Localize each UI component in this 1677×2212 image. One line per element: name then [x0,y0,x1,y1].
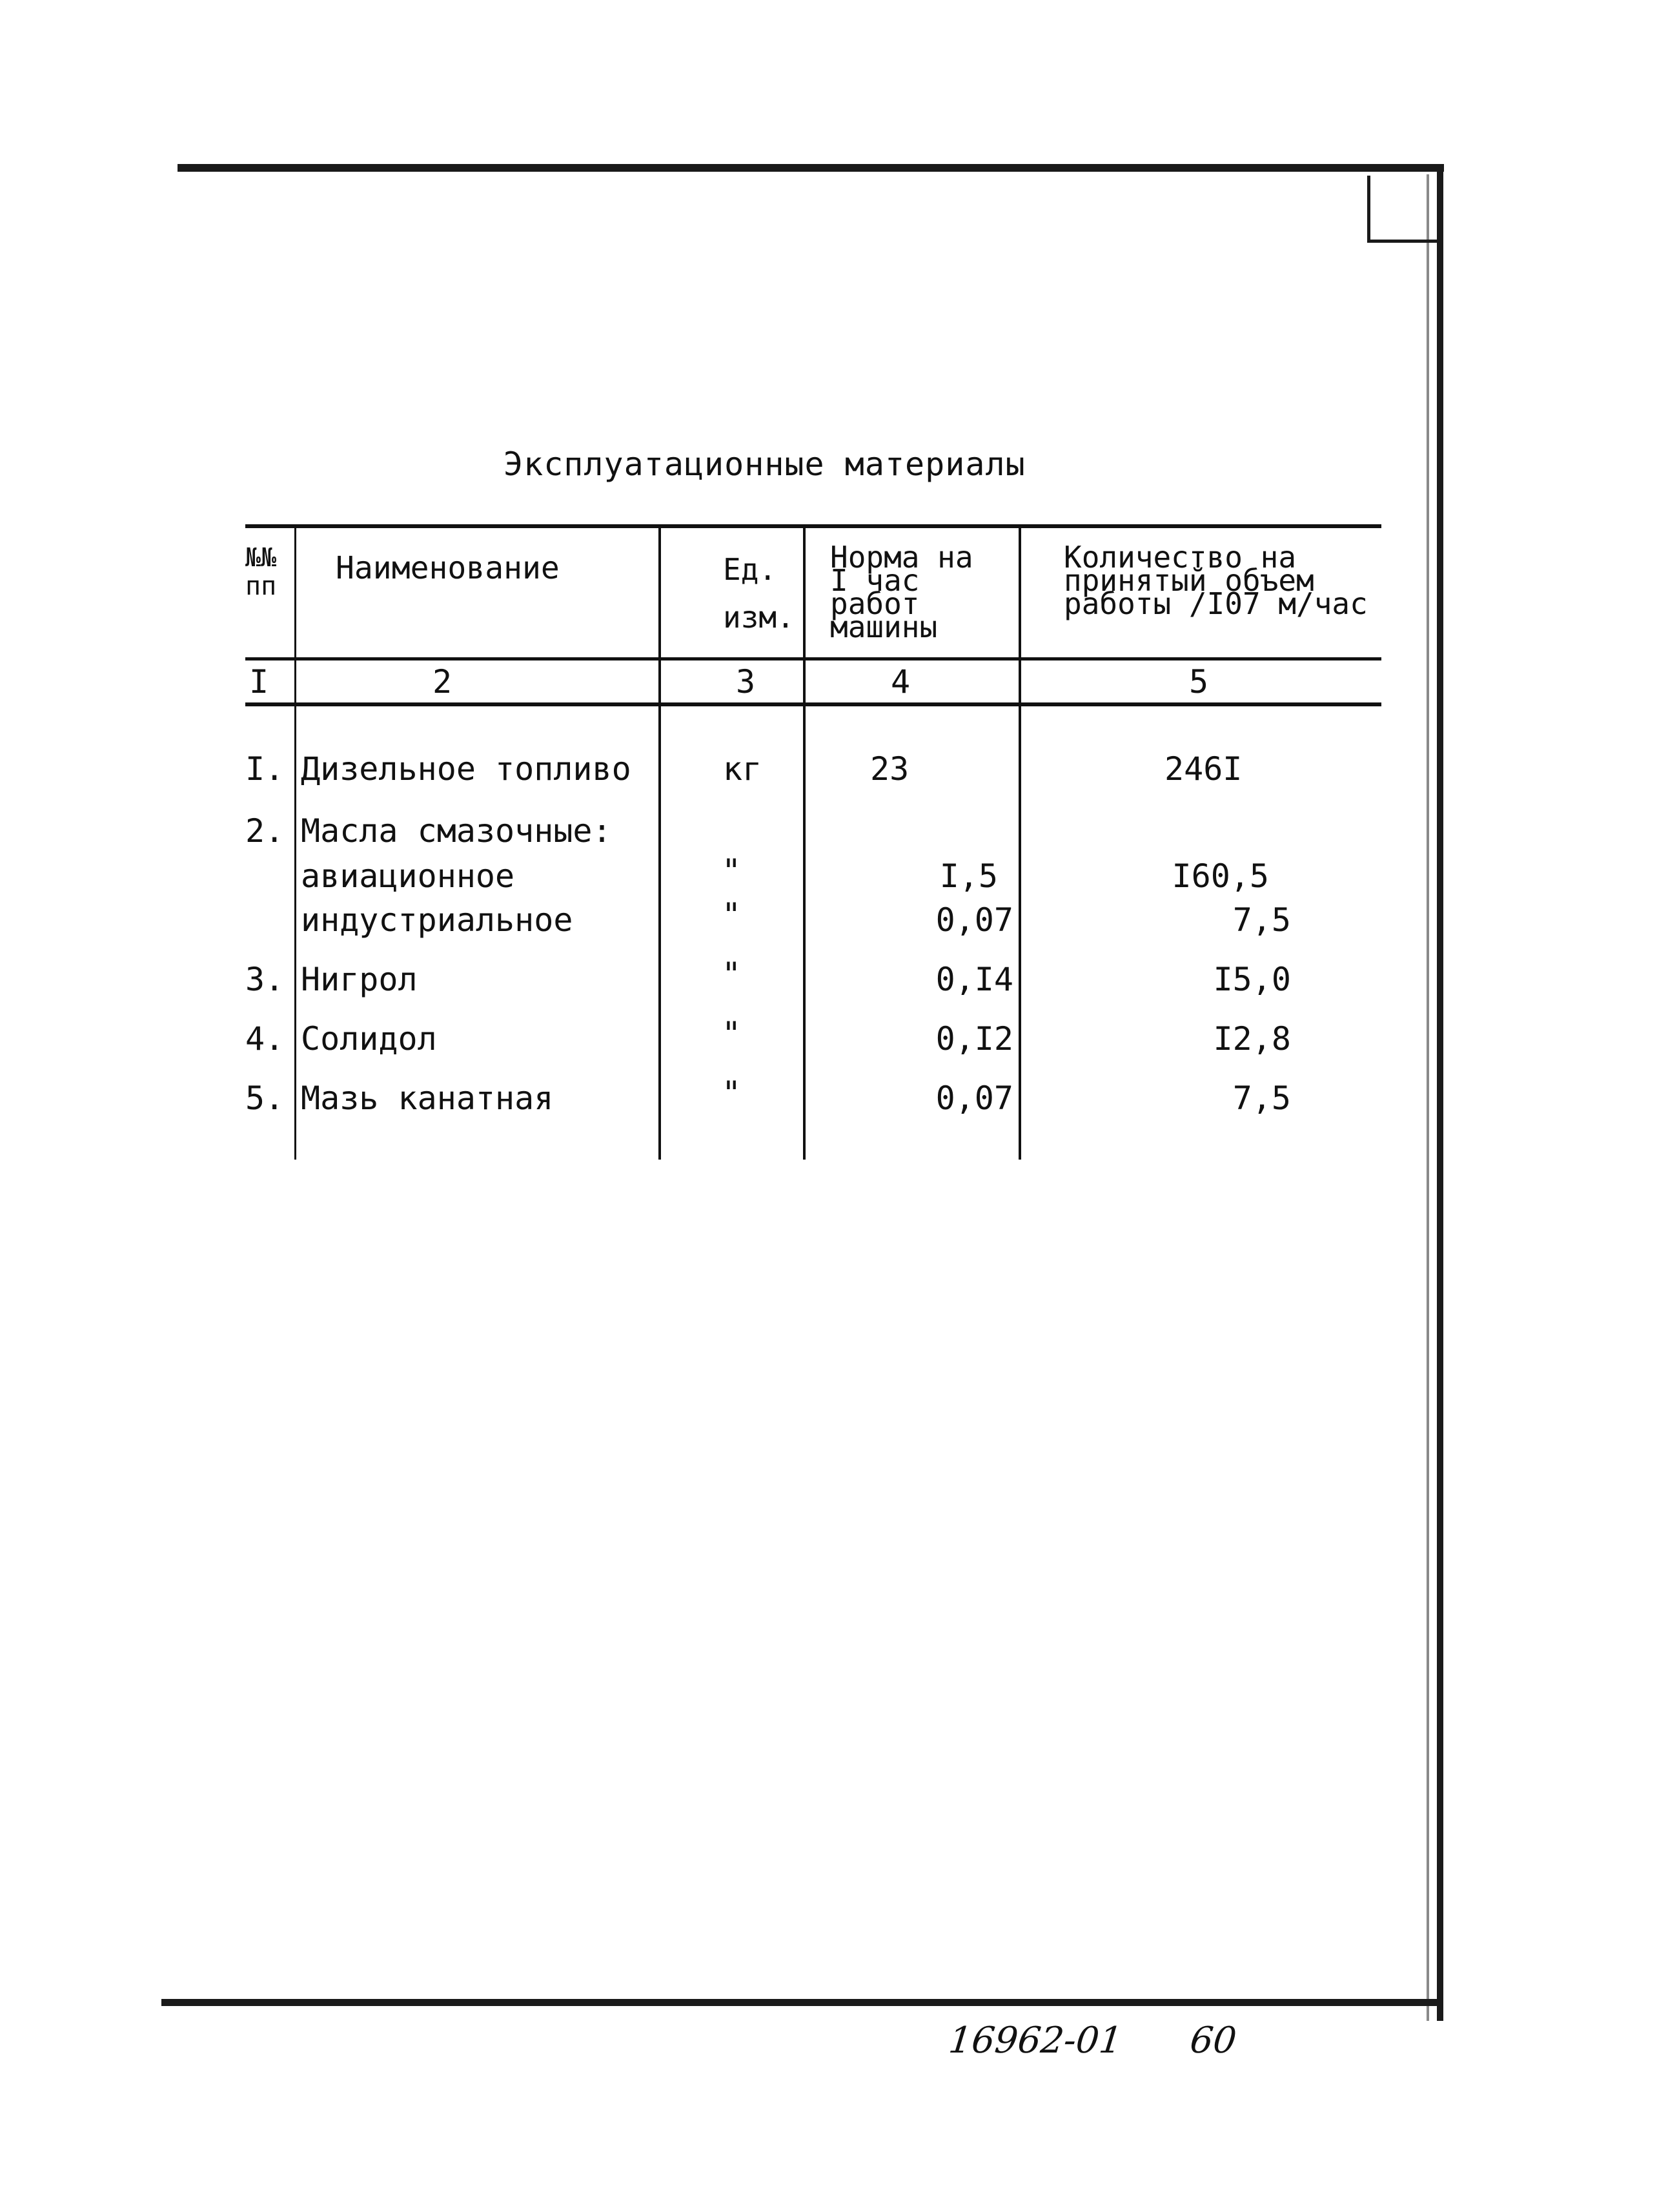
row-2a-norm: I,5 [939,857,998,895]
row-1-number: I. [245,750,285,788]
row-4-number: 4. [245,1020,285,1058]
header-quantity: Количество на принятый объем работы /I07 м/час [1064,540,1368,621]
row-1-quantity: 246I [1164,750,1243,788]
row-4-name: Солидол [301,1020,437,1058]
header-norm: Норма на I час работ машины [830,540,973,644]
row-3-norm: 0,I4 [935,961,1013,998]
row-2a-unit: " [722,852,742,890]
column-number-2: 2 [432,663,452,701]
frame-right-border [1437,172,1443,2021]
row-1-name: Дизельное топливо [301,750,631,788]
column-number-3: 3 [736,663,756,701]
row-1-norm: 23 [870,750,910,788]
row-3-name: Нигрол [301,961,418,998]
frame-bottom-border [161,1999,1443,2006]
table-top-rule [245,524,1381,528]
row-5-number: 5. [245,1080,285,1117]
materials-table [245,524,1381,1170]
row-2b-quantity: 7,5 [1232,901,1291,939]
row-4-norm: 0,I2 [935,1020,1013,1058]
row-5-unit: " [722,1074,742,1112]
column-divider-3 [803,527,806,1160]
row-5-quantity: 7,5 [1232,1080,1291,1117]
frame-top-border [178,164,1444,172]
column-number-1: I [249,663,269,701]
document-title: Эксплуатационные материалы [503,445,1026,483]
column-number-5: 5 [1189,663,1209,701]
column-divider-1 [294,527,296,1160]
footer-document-code [947,2020,1239,2062]
column-divider-4 [1019,527,1021,1160]
row-5-norm: 0,07 [935,1080,1013,1117]
row-1-unit: кг [723,750,762,788]
row-2-number: 2. [245,812,285,850]
row-2a-name: авиационное [301,857,515,895]
corner-stamp-box [1367,176,1437,243]
row-3-quantity: I5,0 [1213,961,1291,998]
header-unit: Ед. изм. [723,552,795,635]
row-5-name: Мазь канатная [301,1080,554,1117]
header-name: Наименование [336,550,560,586]
column-number-4: 4 [891,663,911,701]
row-3-unit: " [722,956,742,993]
row-4-quantity: I2,8 [1213,1020,1291,1058]
row-2a-quantity: I60,5 [1172,857,1269,895]
column-divider-2 [658,527,661,1160]
column-numbers-bottom-rule [245,702,1381,706]
header-number: №№ пп [245,543,277,601]
header-bottom-rule [245,657,1381,661]
row-4-unit: " [722,1015,742,1052]
row-3-number: 3. [245,961,285,998]
row-2b-unit: " [722,896,742,934]
row-2b-norm: 0,07 [935,901,1013,939]
row-2-name: Масла смазочные: [301,812,612,850]
row-2b-name: индустриальное [301,901,573,939]
frame-right-inner-border [1427,174,1429,2021]
document-code: 16962-01 [946,2020,1124,2062]
page-number: 60 [1188,2020,1239,2062]
